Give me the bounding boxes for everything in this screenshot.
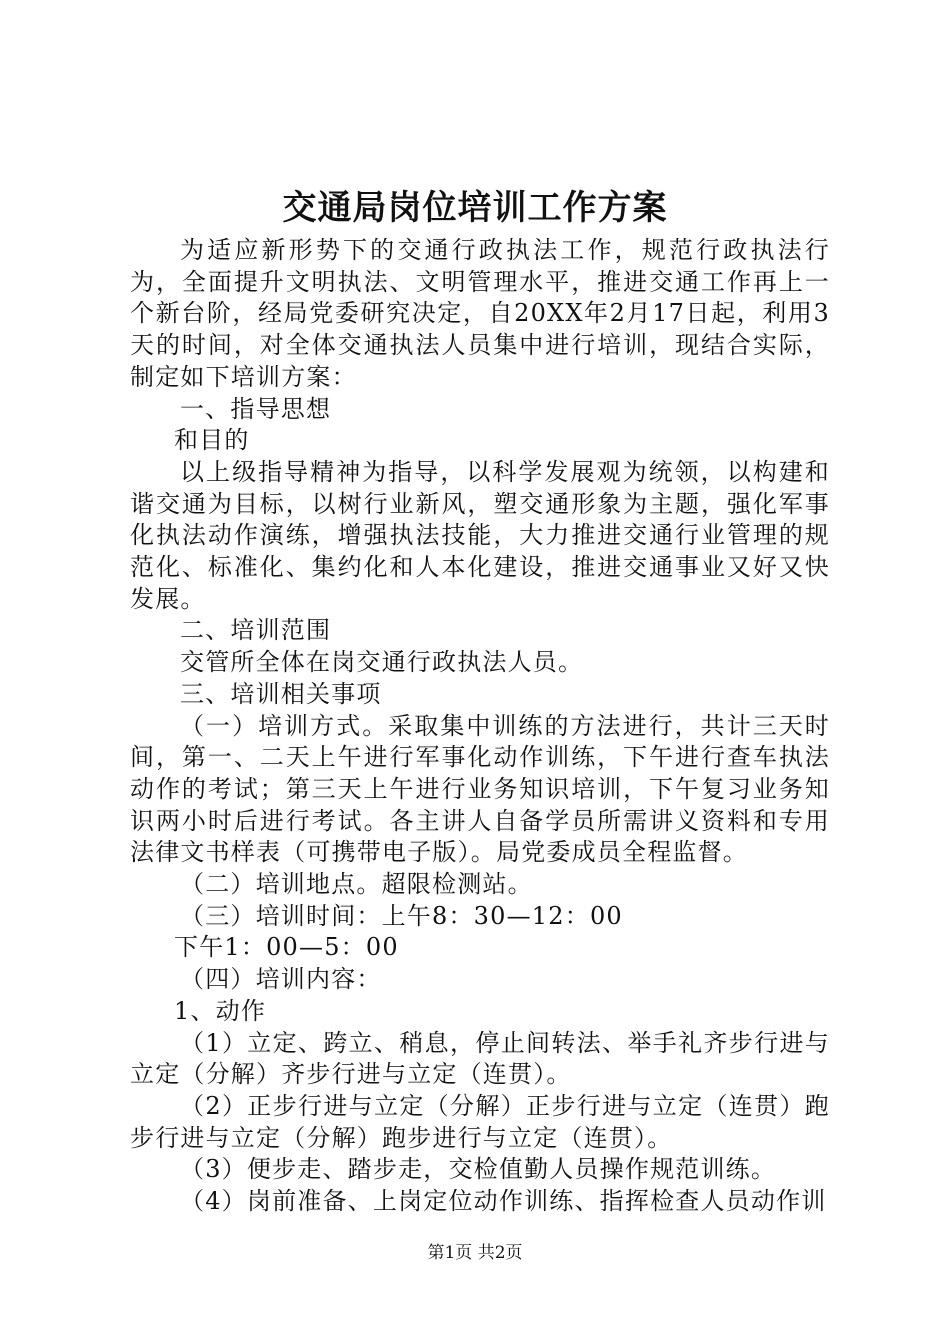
training-time-afternoon: 下午1：00—5：00 bbox=[174, 933, 399, 962]
training-content-subitem-2: （2）正步行进与立定（分解）正步行进与立定（连贯）跑步行进与立定（分解）跑步进行与立定（连贯）。 bbox=[130, 1091, 830, 1152]
page-footer: 第1页 共2页 bbox=[427, 1243, 523, 1263]
training-method-paragraph: （一）培训方式。采取集中训练的方法进行，共计三天时间，第一、二天上午进行军事化动作训练，下午进行查车执法动作的考试；第三天上午进行业务知识培训，下午复习业务知识两小时后进行考试。各主讲人自备学员所需讲义资料和专用法律文书样表（可携带电子版）。局党委成员全程监督。 bbox=[130, 711, 830, 867]
training-content-item-1: 1、动作 bbox=[174, 996, 267, 1025]
training-scope-paragraph: 交管所全体在岗交通行政执法人员。 bbox=[180, 648, 584, 677]
training-content-subitem-1: （1）立定、跨立、稍息，停止间转法、举手礼齐步行进与立定（分解）齐步行进与立定（连贯）。 bbox=[130, 1028, 830, 1089]
training-content-heading: （四）培训内容： bbox=[180, 965, 382, 994]
training-location-paragraph: （二）培训地点。超限检测站。 bbox=[180, 870, 533, 899]
training-time-morning: （三）培训时间：上午8：30—12：00 bbox=[180, 901, 623, 930]
training-content-subitem-4: （4）岗前准备、上岗定位动作训练、指挥检查人员动作训 bbox=[180, 1187, 827, 1216]
section-heading-continuation: 和目的 bbox=[174, 426, 250, 455]
section-heading-training-matters: 三、培训相关事项 bbox=[180, 679, 382, 708]
section-heading-guiding-ideology: 一、指导思想 bbox=[180, 394, 332, 423]
document-body bbox=[130, 235, 830, 1218]
document-title: 交通局岗位培训工作方案 bbox=[282, 188, 668, 228]
training-content-subitem-3: （3）便步走、踏步走，交检值勤人员操作规范训练。 bbox=[180, 1155, 777, 1184]
intro-paragraph: 为适应新形势下的交通行政执法工作，规范行政执法行为，全面提升文明执法、文明管理水平，推进交通工作再上一个新台阶，经局党委研究决定，自20XX年2月17日起，利用3天的时间，对全体交通执法人员集中进行培训，现结合实际，制定如下培训方案： bbox=[130, 236, 830, 391]
section-heading-training-scope: 二、培训范围 bbox=[180, 616, 332, 645]
guiding-ideology-paragraph: 以上级指导精神为指导，以科学发展观为统领，以构建和谐交通为目标，以树行业新风，塑交通形象为主题，强化军事化执法动作演练，增强执法技能，大力推进交通行业管理的规范化、标准化、集约化和人本化建设，推进交通事业又好又快发展。 bbox=[130, 457, 830, 613]
